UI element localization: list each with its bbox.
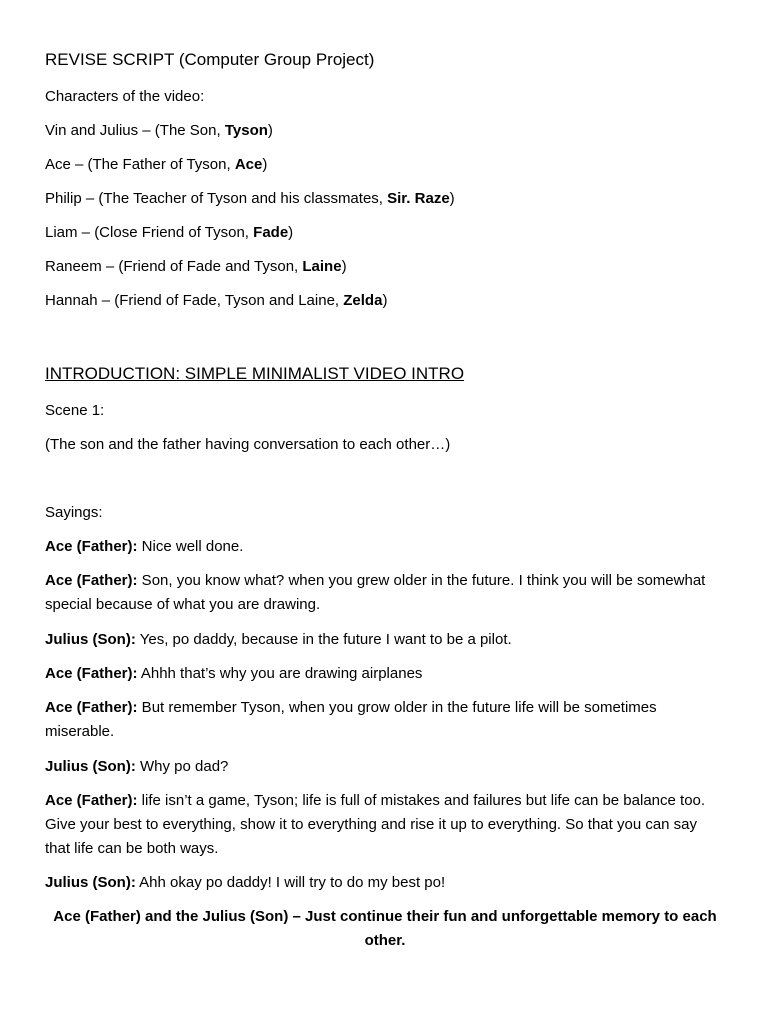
closing-note: Ace (Father) and the Julius (Son) – Just continue their fun and unforgettable memory to each other. bbox=[53, 908, 717, 949]
dialogue-text: Nice well done. bbox=[137, 538, 244, 555]
character-close: ) bbox=[341, 258, 347, 275]
character-line bbox=[45, 189, 455, 209]
character-line bbox=[45, 121, 273, 141]
document-title: REVISE SCRIPT (Computer Group Project) bbox=[45, 50, 375, 69]
character-line bbox=[45, 223, 293, 243]
sayings-label: Sayings: bbox=[45, 504, 103, 521]
character-close: ) bbox=[449, 190, 455, 207]
character-role: Ace bbox=[234, 156, 263, 173]
dialogue-speaker: Ace (Father): bbox=[45, 699, 138, 716]
dialogue-text: Ahh okay po daddy! I will try to do my best po! bbox=[135, 874, 446, 891]
dialogue-speaker: Julius (Son): bbox=[45, 758, 136, 775]
character-line bbox=[45, 257, 347, 277]
dialogue-speaker: Ace (Father): bbox=[45, 572, 138, 589]
character-role: Laine bbox=[302, 258, 342, 275]
dialogue-line bbox=[45, 755, 725, 779]
dialogue-text: Son, you know what? when you grew older in the future. I think you will be somewhat special because of what you are drawing. bbox=[45, 572, 706, 613]
character-line bbox=[45, 291, 387, 311]
character-actor: Ace – (The Father of Tyson, bbox=[45, 156, 235, 173]
intro-heading: INTRODUCTION: SIMPLE MINIMALIST VIDEO INTRO bbox=[45, 364, 465, 383]
dialogue-speaker: Ace (Father): bbox=[45, 665, 138, 682]
dialogue-text: Yes, po daddy, because in the future I want to be a pilot. bbox=[135, 631, 512, 648]
scene-label: Scene 1: bbox=[45, 402, 105, 419]
dialogue-text: Ahhh that’s why you are drawing airplanes bbox=[137, 665, 423, 682]
dialogue-text: life isn’t a game, Tyson; life is full of mistakes and failures but life can be balance too. Give your best to everything, show it to everything and rise it up to everything. So that you can say that life can be both ways. bbox=[45, 792, 706, 857]
character-role: Tyson bbox=[224, 122, 268, 139]
character-close: ) bbox=[262, 156, 268, 173]
character-actor: Hannah – (Friend of Fade, Tyson and Laine, bbox=[45, 292, 344, 309]
dialogue-line bbox=[45, 871, 725, 895]
character-close: ) bbox=[382, 292, 388, 309]
dialogue-line bbox=[45, 628, 725, 652]
character-actor: Vin and Julius – (The Son, bbox=[45, 122, 225, 139]
dialogue-text: But remember Tyson, when you grow older in the future life will be sometimes miserable. bbox=[45, 699, 657, 740]
dialogue-line bbox=[45, 569, 725, 617]
characters-heading: Characters of the video: bbox=[45, 88, 205, 105]
dialogue-speaker: Ace (Father): bbox=[45, 538, 138, 555]
character-close: ) bbox=[288, 224, 294, 241]
character-actor: Liam – (Close Friend of Tyson, bbox=[45, 224, 254, 241]
dialogue-line bbox=[45, 789, 725, 861]
dialogue-speaker: Julius (Son): bbox=[45, 631, 136, 648]
character-role: Fade bbox=[253, 224, 289, 241]
character-role: Sir. Raze bbox=[387, 190, 450, 207]
character-actor: Philip – (The Teacher of Tyson and his classmates, bbox=[45, 190, 388, 207]
dialogue-speaker: Ace (Father): bbox=[45, 792, 138, 809]
dialogue-text: Why po dad? bbox=[135, 758, 229, 775]
dialogue-speaker: Julius (Son): bbox=[45, 874, 136, 891]
dialogue-line bbox=[45, 696, 725, 744]
character-close: ) bbox=[267, 122, 273, 139]
dialogue-line bbox=[45, 662, 725, 686]
character-actor: Raneem – (Friend of Fade and Tyson, bbox=[45, 258, 303, 275]
character-line bbox=[45, 155, 267, 175]
character-role: Zelda bbox=[343, 292, 383, 309]
scene-description: (The son and the father having conversation to each other…) bbox=[45, 436, 451, 453]
dialogue-line bbox=[45, 535, 725, 559]
